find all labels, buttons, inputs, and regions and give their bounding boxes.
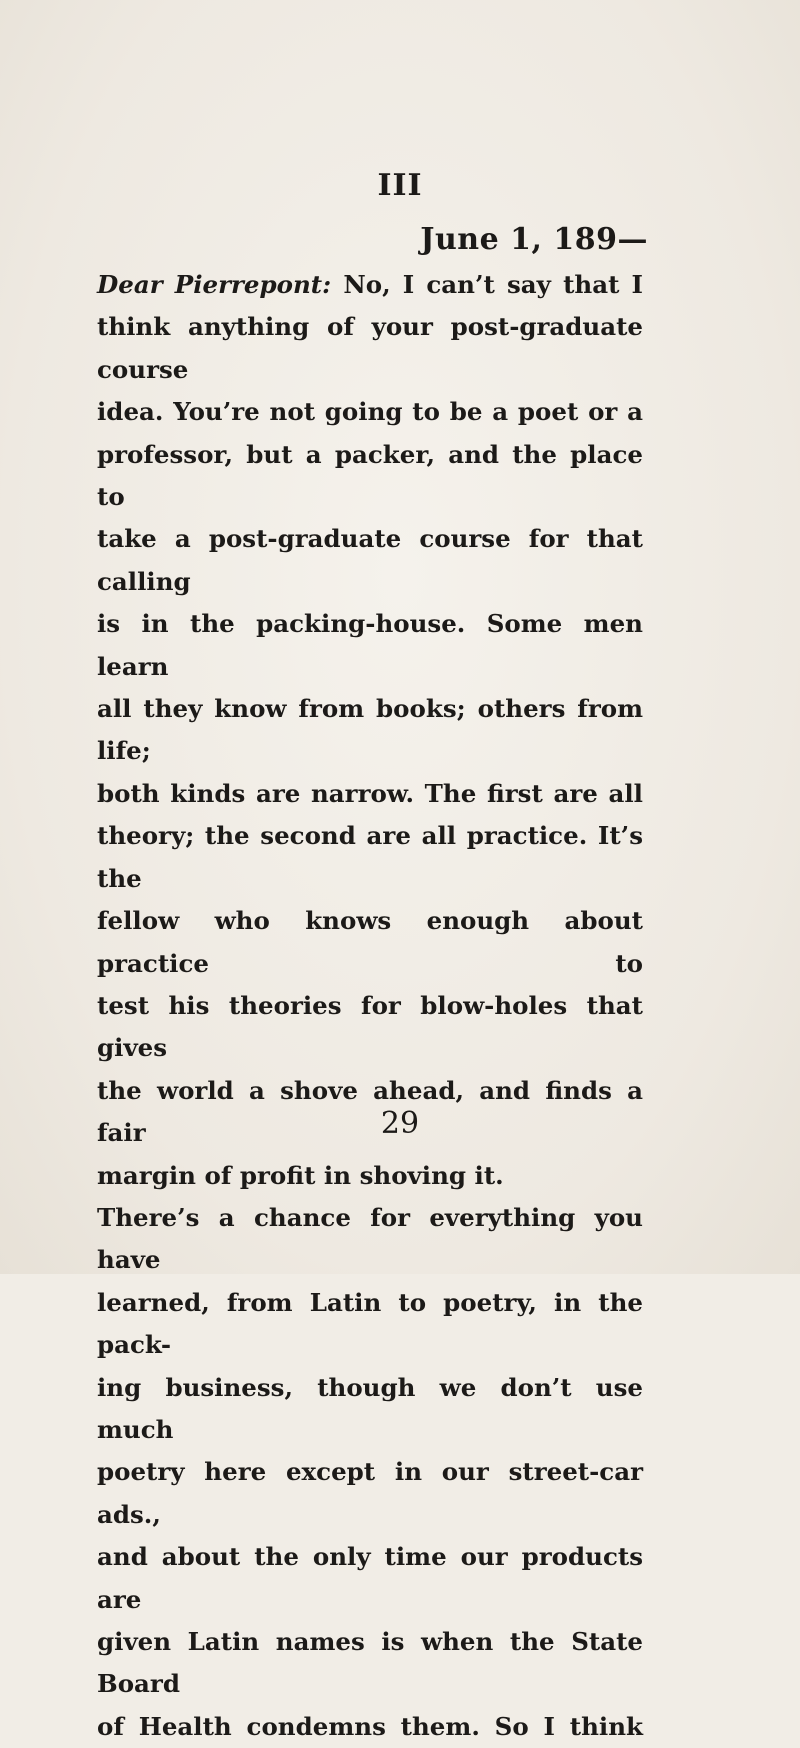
text-line: both kinds are narrow. The first are all (97, 778, 643, 808)
text-line: fellow who knows enough about practice to (97, 906, 643, 978)
text-line: There’s a chance for everything you have (97, 1202, 643, 1275)
text-line: test his theories for blow-holes that gives (97, 990, 643, 1063)
page-number: 29 (380, 1106, 420, 1141)
text-line: is in the packing-house. Some men learn (97, 609, 643, 681)
text-line: poetry here except in our street-car ads., (97, 1457, 643, 1529)
text-line: learned, from Latin to poetry, in the pack- (97, 1287, 643, 1360)
text-line: margin of profit in shoving it. (97, 1160, 504, 1190)
text-line: take a post-graduate course for that calling (97, 524, 643, 596)
text-line: the world a shove ahead, and finds a fair (97, 1075, 643, 1148)
letter-date: June 1, 189— (420, 222, 648, 257)
text-line: and about the only time our products are (97, 1542, 643, 1614)
text-line (97, 264, 643, 306)
text-line: given Latin names is when the State Board (97, 1627, 643, 1699)
text-line: ing business, though we don’t use much (97, 1372, 643, 1444)
text-line: professor, but a packer, and the place to (97, 439, 643, 512)
text-line: all they know from books; others from life; (97, 694, 643, 766)
text-line: think anything of your post-graduate course (97, 312, 643, 384)
text-line: theory; the second are all practice. It’s the (97, 821, 643, 893)
letter-salutation: Dear Pierrepont: (97, 270, 332, 299)
text-line: idea. You’re not going to be a poet or a (97, 397, 643, 427)
text-line: of Health condemns them. So I think (97, 1711, 643, 1741)
chapter-heading: III (377, 168, 423, 203)
letter-body (97, 264, 643, 1748)
text-line-fragment: No, I can’t say that I (343, 270, 644, 299)
